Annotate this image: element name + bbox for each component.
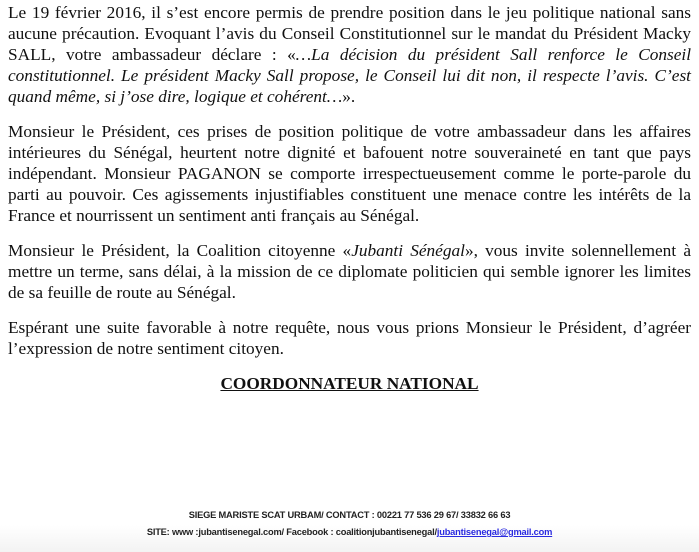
coalition-name: Jubanti Sénégal bbox=[351, 241, 465, 260]
paragraph-closing bbox=[8, 317, 691, 359]
paragraph-request bbox=[8, 240, 691, 303]
footer-address-contact: SIEGE MARISTE SCAT URBAM/ CONTACT : 00221 77 536 29 67/ 33832 66 63 bbox=[188, 510, 511, 520]
footer-site-text: SITE: www :jubantisenegal.com/ Facebook : coalitionjubantisenegal/ bbox=[146, 527, 437, 537]
paragraph-text: Monsieur le Président, ces prises de position politique de votre ambassadeur dans les affaires intérieures du Sénégal, heurtent notre dignité et bafouent notre souveraineté en tant que pays indépendant. Monsieur PAGANON se comporte irrespectueusement comme le porte-parole du parti au pouvoir. Ces agissements injustifiables constituent une menace contre les intérêts de la France et nourrissent un sentiment anti français au Sénégal. bbox=[8, 122, 691, 225]
signature-heading: COORDONNATEUR NATIONAL bbox=[220, 374, 479, 393]
footer bbox=[0, 507, 699, 541]
letter-body bbox=[8, 2, 691, 373]
paragraph-text: Monsieur le Président, la Coalition citoyenne « bbox=[8, 241, 352, 260]
paragraph-text: Espérant une suite favorable à notre requête, nous vous prions Monsieur le Président, d’agréer l’expression de notre sentiment citoyen. bbox=[8, 318, 691, 358]
paragraph-text: », vous invite solennellement à mettre un terme, sans délai, à la mission de ce diplomate politicien qui semble ignorer les limites de sa feuille de route au Sénégal. bbox=[8, 241, 691, 302]
paragraph-text: Le 19 février 2016, il s’est encore permis de prendre position dans le jeu politique national sans aucune précaution. Evoquant l’avis du Conseil Constitutionnel sur le mandat du Président Macky SALL, votre ambassadeur déclare : « bbox=[8, 3, 691, 64]
quoted-statement: …La décision du président Sall renforce le Conseil constitutionnel. Le président Macky Sall propose, le Conseil lui dit non, il respecte l’avis. C’est quand même, si j’ose dire, logique et cohérent… bbox=[8, 45, 692, 106]
paragraph-ambassador-statement bbox=[8, 2, 691, 107]
email-link[interactable]: jubantisenegal@gmail.com bbox=[436, 527, 553, 537]
paragraph-text: ». bbox=[342, 87, 356, 106]
footer-site-line bbox=[0, 524, 699, 541]
paragraph-sovereignty bbox=[8, 121, 691, 226]
